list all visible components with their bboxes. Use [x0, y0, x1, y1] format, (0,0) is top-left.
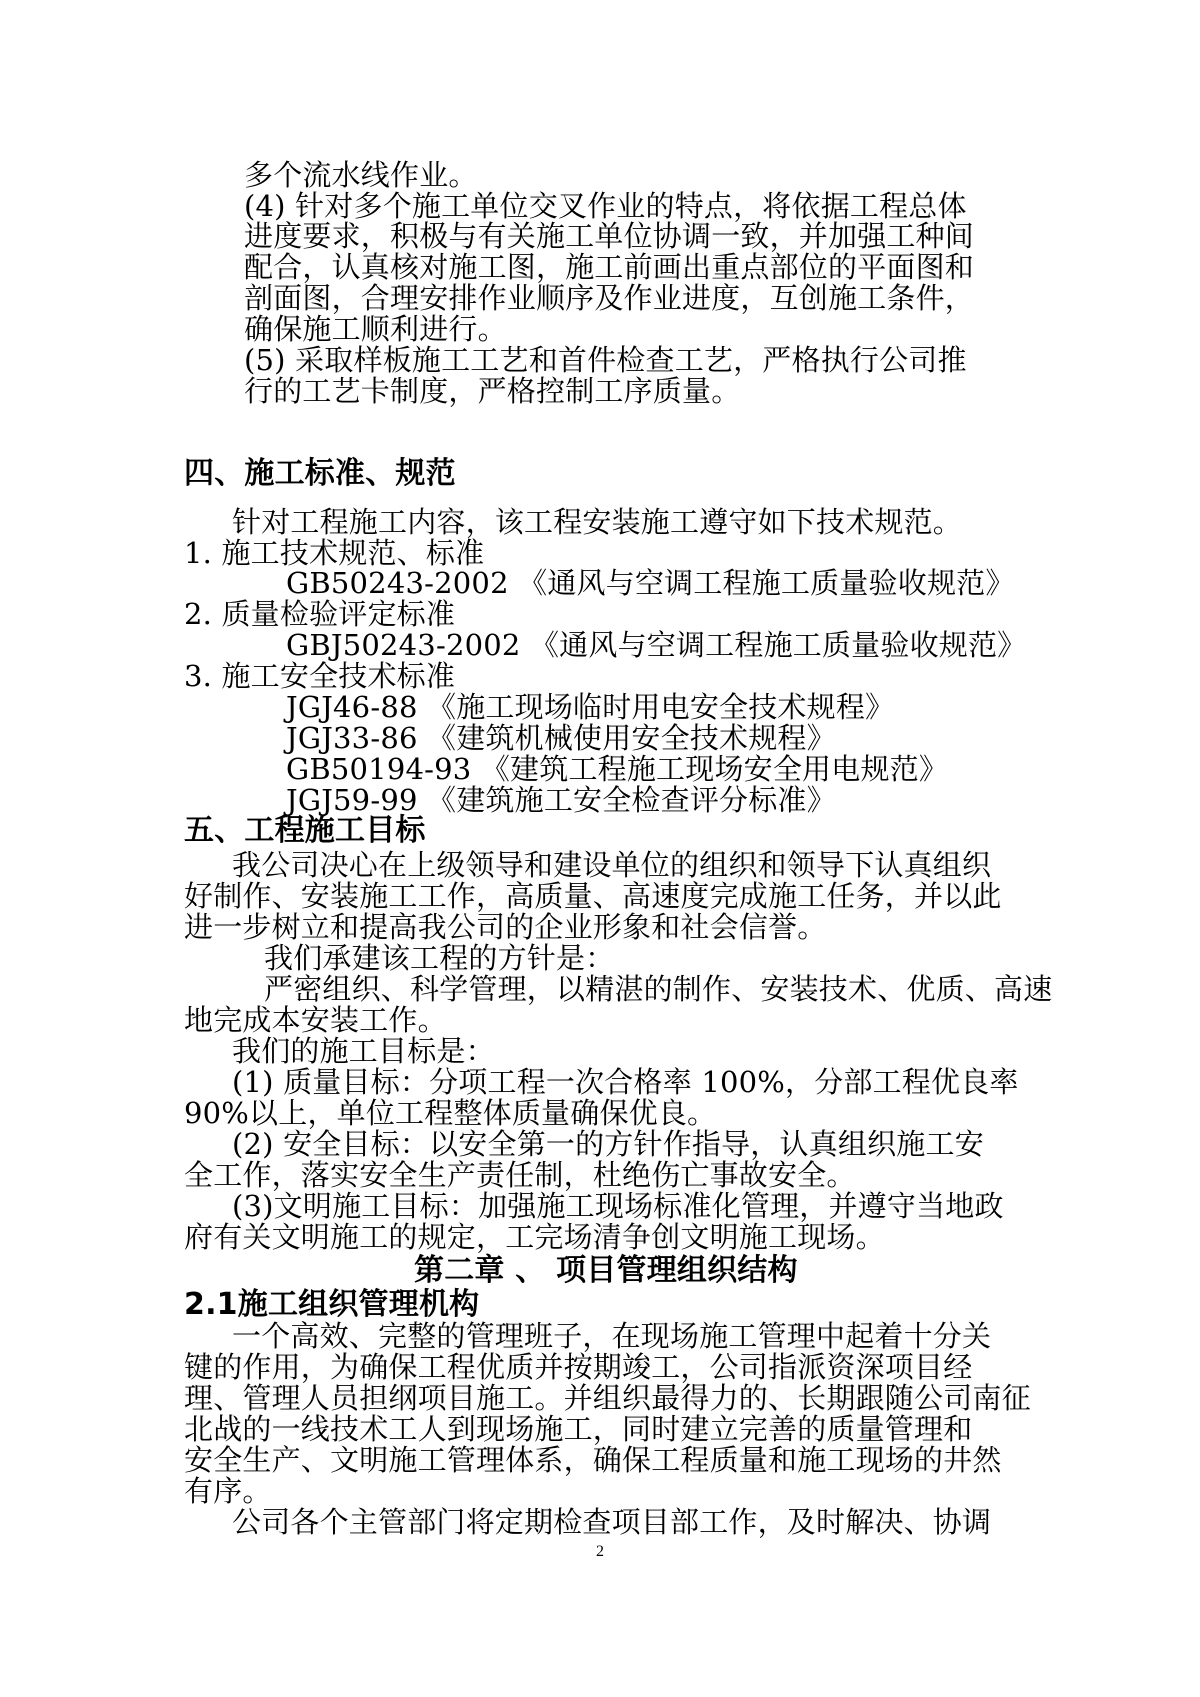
body-line: 进一步树立和提高我公司的企业形象和社会信誉。: [184, 910, 827, 944]
standard-entry: JGJ33-86 《建筑机械使用安全技术规程》: [286, 721, 836, 755]
body-line: 我们承建该工程的方针是：: [264, 941, 615, 975]
body-line: 府有关文明施工的规定，工完场清争创文明施工现场。: [184, 1220, 885, 1254]
body-line: 安全生产、文明施工管理体系，确保工程质量和施工现场的井然: [184, 1443, 1002, 1477]
standard-entry: JGJ46-88 《施工现场临时用电安全技术规程》: [286, 690, 895, 724]
body-line: 90%以上，单位工程整体质量确保优良。: [184, 1096, 717, 1130]
body-line: 地完成本安装工作。: [184, 1003, 447, 1037]
body-line: 公司各个主管部门将定期检查项目部工作，及时解决、协调: [232, 1505, 992, 1539]
body-line: 严密组织、科学管理，以精湛的制作、安装技术、优质、高速: [264, 972, 1053, 1006]
standard-entry: GB50194-93 《建筑工程施工现场安全用电规范》: [286, 752, 949, 786]
body-line: 有序。: [184, 1474, 272, 1508]
standard-entry: JGJ59-99 《建筑施工安全检查评分标准》: [286, 783, 836, 817]
body-line: 进度要求，积极与有关施工单位协调一致，并加强工种间: [244, 219, 975, 253]
body-line: 北战的一线技术工人到现场施工，同时建立完善的质量管理和: [184, 1412, 973, 1446]
body-line: (5) 采取样板施工工艺和首件检查工艺，严格执行公司推: [244, 343, 967, 377]
body-line: 一个高效、完整的管理班子，在现场施工管理中起着十分关: [232, 1319, 992, 1353]
body-line: 配合，认真核对施工图，施工前画出重点部位的平面图和: [244, 250, 975, 284]
list-item: 2. 质量检验评定标准: [184, 597, 456, 631]
body-line: 我公司决心在上级领导和建设单位的组织和领导下认真组织: [232, 848, 992, 882]
page-number: 2: [596, 1543, 604, 1560]
list-item: 3. 施工安全技术标准: [184, 659, 456, 693]
chapter-heading: 第二章 、 项目管理组织结构: [414, 1253, 798, 1288]
body-line: (1) 质量目标：分项工程一次合格率 100%，分部工程优良率: [232, 1065, 1019, 1099]
standard-entry: GBJ50243-2002 《通风与空调工程施工质量验收规范》: [286, 628, 1027, 662]
body-line: (4) 针对多个施工单位交叉作业的特点，将依据工程总体: [244, 189, 967, 223]
body-line: 键的作用，为确保工程优质并按期竣工，公司指派资深项目经: [184, 1350, 973, 1384]
body-line: 行的工艺卡制度，严格控制工序质量。: [244, 374, 741, 408]
body-line: 剖面图，合理安排作业顺序及作业进度，互创施工条件，: [244, 281, 975, 315]
body-line: 我们的施工目标是：: [232, 1034, 495, 1068]
body-line: 好制作、安装施工工作，高质量、高速度完成施工任务，并以此: [184, 879, 1002, 913]
section-heading: 四、施工标准、规范: [184, 456, 456, 491]
body-line: 多个流水线作业。: [244, 158, 478, 192]
body-line: (3)文明施工目标：加强施工现场标准化管理，并遵守当地政: [232, 1189, 1004, 1223]
body-line: 确保施工顺利进行。: [244, 312, 507, 346]
body-line: (2) 安全目标：以安全第一的方针作指导，认真组织施工安: [232, 1127, 984, 1161]
list-item: 1. 施工技术规范、标准: [184, 536, 485, 570]
standard-entry: GB50243-2002 《通风与空调工程施工质量验收规范》: [286, 566, 1015, 600]
body-line: 理、管理人员担纲项目施工。并组织最得力的、长期跟随公司南征: [184, 1381, 1031, 1415]
body-line: 针对工程施工内容，该工程安装施工遵守如下技术规范。: [232, 505, 963, 539]
subsection-heading: 2.1施工组织管理机构: [184, 1287, 480, 1322]
section-heading: 五、工程施工目标: [184, 813, 426, 848]
body-line: 全工作，落实安全生产责任制，杜绝伤亡事故安全。: [184, 1158, 856, 1192]
